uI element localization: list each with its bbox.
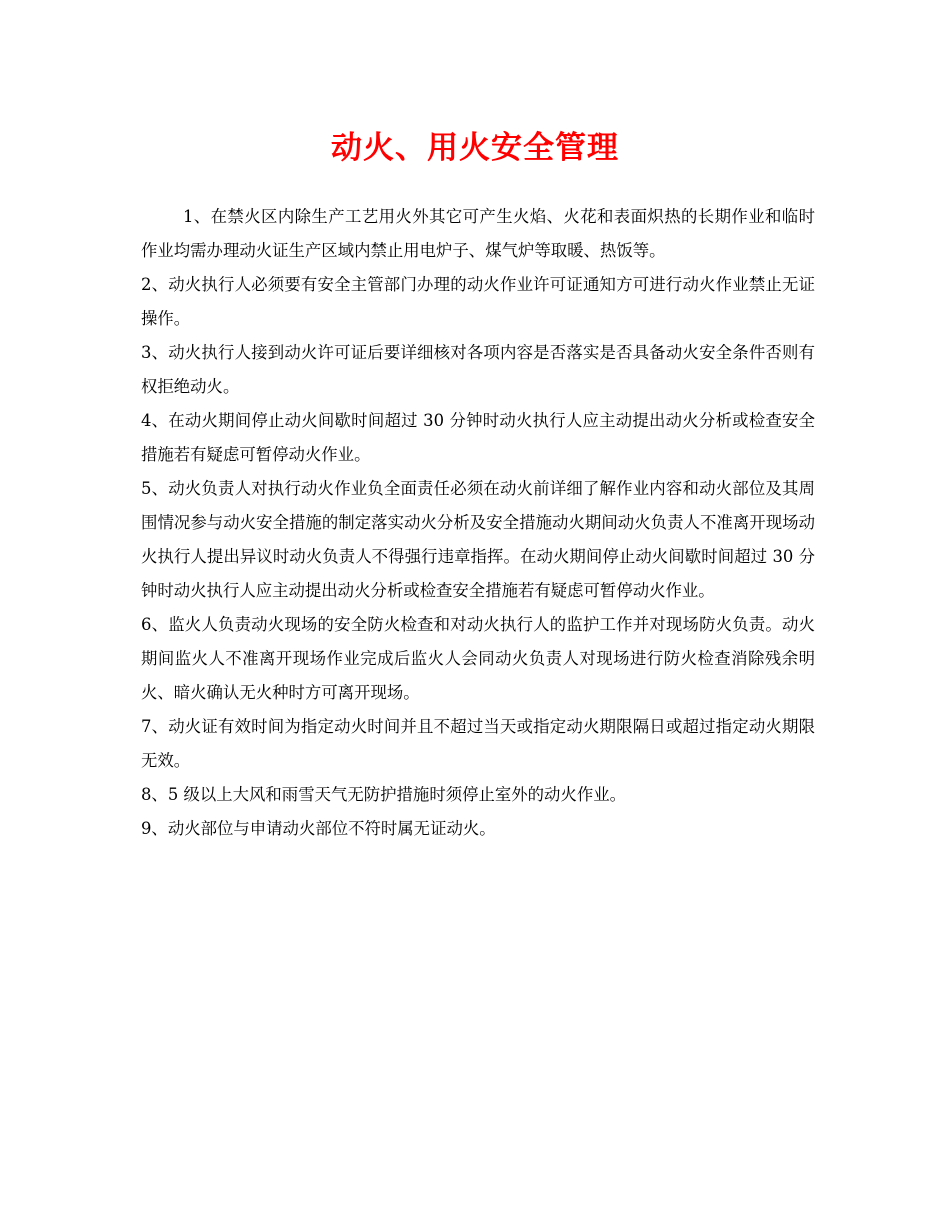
paragraph-6: 6、监火人负责动火现场的安全防火检查和对动火执行人的监护工作并对现场防火负责。动火期间监火人不准离开现场作业完成后监火人会同动火负责人对现场进行防火检查消除残余明火、暗火确认无火种时方可离开现场。 xyxy=(141,615,815,702)
paragraph-7: 7、动火证有效时间为指定动火时间并且不超过当天或指定动火期限隔日或超过指定动火期限无效。 xyxy=(141,717,815,770)
paragraph-5: 5、动火负责人对执行动火作业负全面责任必须在动火前详细了解作业内容和动火部位及其周围情况参与动火安全措施的制定落实动火分析及安全措施动火期间动火负责人不准离开现场动火执行人提出异议时动火负责人不得强行违章指挥。在动火期间停止动火间歇时间超过 30 分钟时动火执行人应主动提出动火分析或检查安全措施若有疑虑可暂停动火作业。 xyxy=(141,479,815,600)
paragraph-9: 9、动火部位与申请动火部位不符时属无证动火。 xyxy=(141,819,496,838)
document-body xyxy=(141,200,815,846)
paragraph-3: 3、动火执行人接到动火许可证后要详细核对各项内容是否落实是否具备动火安全条件否则有权拒绝动火。 xyxy=(141,343,815,396)
document-title: 动火、用火安全管理 xyxy=(331,130,619,166)
paragraph-4: 4、在动火期间停止动火间歇时间超过 30 分钟时动火执行人应主动提出动火分析或检查安全措施若有疑虑可暂停动火作业。 xyxy=(141,411,815,464)
paragraph-8: 8、5 级以上大风和雨雪天气无防护措施时须停止室外的动火作业。 xyxy=(141,785,627,804)
paragraph-2: 2、动火执行人必须要有安全主管部门办理的动火作业许可证通知方可进行动火作业禁止无证操作。 xyxy=(141,275,815,328)
paragraph-1: 1、在禁火区内除生产工艺用火外其它可产生火焰、火花和表面炽热的长期作业和临时作业均需办理动火证生产区域内禁止用电炉子、煤气炉等取暖、热饭等。 xyxy=(141,207,815,260)
